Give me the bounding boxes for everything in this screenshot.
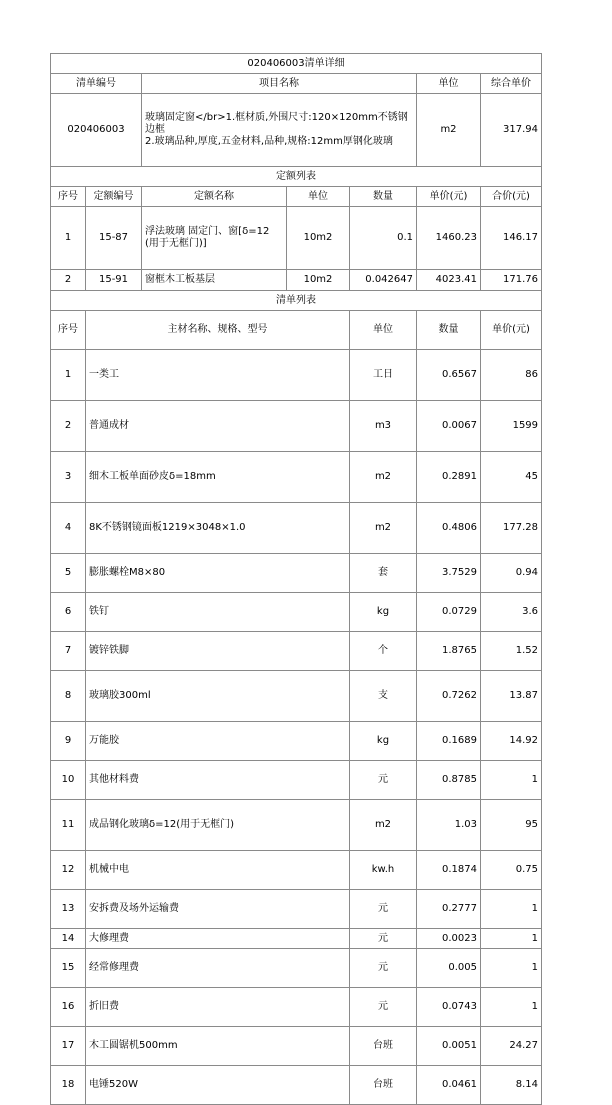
- quota-price: 4023.41: [417, 270, 481, 291]
- material-name: 镀锌铁脚: [86, 632, 350, 671]
- material-qty: 0.0051: [417, 1027, 481, 1066]
- material-no: 8: [51, 671, 86, 722]
- table-title: 020406003清单详细: [51, 54, 542, 74]
- bill-price: 317.94: [481, 94, 542, 167]
- material-column-header: 序号: [51, 311, 86, 350]
- material-column-header: 主材名称、规格、型号: [86, 311, 350, 350]
- material-name: 铁钉: [86, 593, 350, 632]
- material-price: 1599: [481, 401, 542, 452]
- material-price: 1: [481, 988, 542, 1027]
- material-name: 机械中电: [86, 851, 350, 890]
- material-no: 18: [51, 1066, 86, 1105]
- material-no: 11: [51, 800, 86, 851]
- material-no: 10: [51, 761, 86, 800]
- material-unit: 个: [350, 632, 417, 671]
- material-row: [51, 554, 542, 593]
- material-price: 45: [481, 452, 542, 503]
- material-row: [51, 949, 542, 988]
- material-qty: 0.2891: [417, 452, 481, 503]
- material-no: 6: [51, 593, 86, 632]
- material-qty: 1.03: [417, 800, 481, 851]
- material-unit: 元: [350, 988, 417, 1027]
- material-no: 3: [51, 452, 86, 503]
- header-unit: 单位: [417, 74, 481, 94]
- material-unit: 工日: [350, 350, 417, 401]
- material-qty: 0.0461: [417, 1066, 481, 1105]
- material-qty: 0.4806: [417, 503, 481, 554]
- material-price: 1: [481, 761, 542, 800]
- material-price: 1: [481, 949, 542, 988]
- material-price: 3.6: [481, 593, 542, 632]
- material-no: 9: [51, 722, 86, 761]
- quota-code: 15-91: [86, 270, 142, 291]
- material-name: 电锤520W: [86, 1066, 350, 1105]
- quota-no: 2: [51, 270, 86, 291]
- material-row: [51, 851, 542, 890]
- material-name: 膨胀螺栓M8×80: [86, 554, 350, 593]
- quota-column-header: 单位: [287, 187, 350, 207]
- material-row: [51, 671, 542, 722]
- quota-column-header: 定额名称: [142, 187, 287, 207]
- material-name: 万能胶: [86, 722, 350, 761]
- material-column-header: 单位: [350, 311, 417, 350]
- material-unit: kw.h: [350, 851, 417, 890]
- header-row: [51, 74, 542, 94]
- material-name: 玻璃胶300ml: [86, 671, 350, 722]
- material-unit: kg: [350, 722, 417, 761]
- material-row: [51, 503, 542, 554]
- material-price: 0.75: [481, 851, 542, 890]
- quota-price: 1460.23: [417, 207, 481, 270]
- material-qty: 0.2777: [417, 890, 481, 929]
- material-row: [51, 929, 542, 949]
- header-code: 清单编号: [51, 74, 142, 94]
- material-unit: m2: [350, 800, 417, 851]
- material-section-row: [51, 291, 542, 311]
- material-unit: 元: [350, 949, 417, 988]
- quota-qty: 0.042647: [350, 270, 417, 291]
- material-unit: 台班: [350, 1066, 417, 1105]
- header-name: 项目名称: [142, 74, 417, 94]
- material-column-header: 单价(元): [481, 311, 542, 350]
- quota-name: 浮法玻璃 固定门、窗[δ=12(用于无框门)]: [142, 207, 287, 270]
- material-row: [51, 1066, 542, 1105]
- material-qty: 1.8765: [417, 632, 481, 671]
- material-price: 95: [481, 800, 542, 851]
- material-no: 1: [51, 350, 86, 401]
- material-name: 安拆费及场外运输费: [86, 890, 350, 929]
- material-price: 86: [481, 350, 542, 401]
- material-qty: 0.0743: [417, 988, 481, 1027]
- bill-detail-table: [50, 53, 542, 1105]
- bill-code: 020406003: [51, 94, 142, 167]
- material-qty: 0.7262: [417, 671, 481, 722]
- quota-code: 15-87: [86, 207, 142, 270]
- material-qty: 0.1874: [417, 851, 481, 890]
- quota-column-header: 序号: [51, 187, 86, 207]
- material-row: [51, 452, 542, 503]
- material-qty: 3.7529: [417, 554, 481, 593]
- material-qty: 0.6567: [417, 350, 481, 401]
- table-body: [51, 54, 542, 1105]
- material-unit: 支: [350, 671, 417, 722]
- quota-row: [51, 270, 542, 291]
- material-unit: 套: [350, 554, 417, 593]
- material-unit: kg: [350, 593, 417, 632]
- material-qty: 0.0729: [417, 593, 481, 632]
- material-price: 1: [481, 890, 542, 929]
- material-no: 4: [51, 503, 86, 554]
- material-unit: 元: [350, 890, 417, 929]
- material-name: 一类工: [86, 350, 350, 401]
- material-no: 16: [51, 988, 86, 1027]
- material-name: 大修理费: [86, 929, 350, 949]
- quota-column-header: 定额编号: [86, 187, 142, 207]
- title-row: [51, 54, 542, 74]
- material-qty: 0.8785: [417, 761, 481, 800]
- quota-header-row: [51, 187, 542, 207]
- material-section-title: 清单列表: [51, 291, 542, 311]
- quota-row: [51, 207, 542, 270]
- material-unit: m2: [350, 452, 417, 503]
- quota-name: 窗框木工板基层: [142, 270, 287, 291]
- material-row: [51, 1027, 542, 1066]
- material-price: 1.52: [481, 632, 542, 671]
- quota-total: 146.17: [481, 207, 542, 270]
- bill-unit: m2: [417, 94, 481, 167]
- material-row: [51, 350, 542, 401]
- material-header-row: [51, 311, 542, 350]
- quota-section-row: [51, 167, 542, 187]
- quota-unit: 10m2: [287, 270, 350, 291]
- quota-qty: 0.1: [350, 207, 417, 270]
- quota-column-header: 合价(元): [481, 187, 542, 207]
- material-unit: 元: [350, 929, 417, 949]
- material-name: 8K不锈钢镜面板1219×3048×1.0: [86, 503, 350, 554]
- quota-unit: 10m2: [287, 207, 350, 270]
- material-no: 13: [51, 890, 86, 929]
- material-no: 7: [51, 632, 86, 671]
- material-row: [51, 800, 542, 851]
- quota-no: 1: [51, 207, 86, 270]
- material-no: 5: [51, 554, 86, 593]
- material-unit: 元: [350, 761, 417, 800]
- header-price: 综合单价: [481, 74, 542, 94]
- quota-column-header: 单价(元): [417, 187, 481, 207]
- material-price: 177.28: [481, 503, 542, 554]
- material-qty: 0.005: [417, 949, 481, 988]
- material-name: 普通成材: [86, 401, 350, 452]
- material-price: 24.27: [481, 1027, 542, 1066]
- material-price: 1: [481, 929, 542, 949]
- material-unit: 台班: [350, 1027, 417, 1066]
- material-name: 木工圆锯机500mm: [86, 1027, 350, 1066]
- material-row: [51, 890, 542, 929]
- material-qty: 0.1689: [417, 722, 481, 761]
- material-row: [51, 722, 542, 761]
- material-name: 经常修理费: [86, 949, 350, 988]
- material-no: 17: [51, 1027, 86, 1066]
- material-name: 折旧费: [86, 988, 350, 1027]
- quota-column-header: 数量: [350, 187, 417, 207]
- material-unit: m2: [350, 503, 417, 554]
- material-no: 2: [51, 401, 86, 452]
- material-no: 14: [51, 929, 86, 949]
- material-price: 13.87: [481, 671, 542, 722]
- material-no: 12: [51, 851, 86, 890]
- material-column-header: 数量: [417, 311, 481, 350]
- material-qty: 0.0023: [417, 929, 481, 949]
- material-name: 成品钢化玻璃δ=12(用于无框门): [86, 800, 350, 851]
- material-no: 15: [51, 949, 86, 988]
- material-row: [51, 761, 542, 800]
- material-qty: 0.0067: [417, 401, 481, 452]
- material-unit: m3: [350, 401, 417, 452]
- material-name: 其他材料费: [86, 761, 350, 800]
- material-price: 0.94: [481, 554, 542, 593]
- quota-section-title: 定额列表: [51, 167, 542, 187]
- bill-row: [51, 94, 542, 167]
- bill-name: 玻璃固定窗</br>1.框材质,外围尺寸:120×120mm不锈钢边框 2.玻璃品种,厚度,五金材料,品种,规格:12mm厚钢化玻璃: [142, 94, 417, 167]
- material-price: 8.14: [481, 1066, 542, 1105]
- material-price: 14.92: [481, 722, 542, 761]
- material-row: [51, 632, 542, 671]
- quota-total: 171.76: [481, 270, 542, 291]
- material-row: [51, 401, 542, 452]
- material-row: [51, 593, 542, 632]
- material-name: 细木工板单面砂皮δ=18mm: [86, 452, 350, 503]
- material-row: [51, 988, 542, 1027]
